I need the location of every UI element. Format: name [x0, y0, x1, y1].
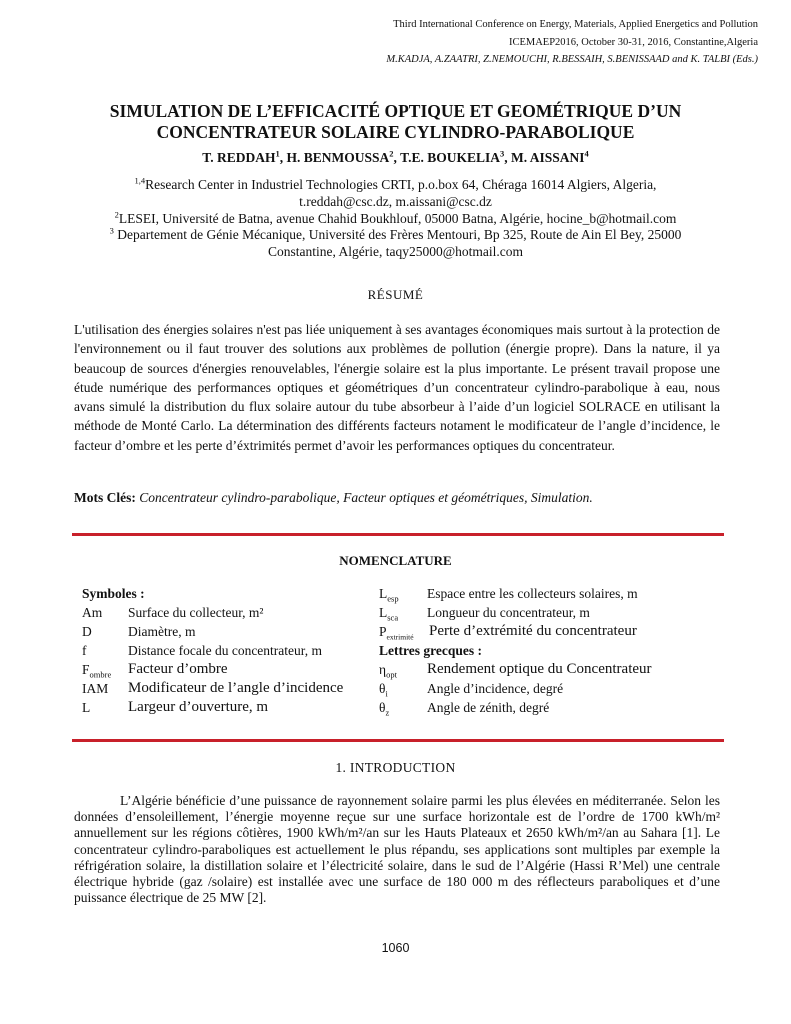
affiliation-text: Constantine, Algérie, taqy25000@hotmail.com [267, 244, 524, 259]
symbol: f [82, 643, 87, 658]
keywords [74, 490, 720, 506]
symbol: η [379, 662, 387, 677]
abstract-text: L'utilisation des énergies solaires n'est pas liée uniquement à ses avantages économiques mais surtout à la protection de l'environnement ou il faut trouver des solutions aux problèmes de pollution (énergie propre). Dans la nature, il ya beaucoup de sources d'énergies renouvelables, l'énergie solaire est la plus importante. Le présent travail propose une étude numérique des performances optiques et géométriques d’un concentrateur cylindro-parabolique à eau, nous avans simulé la distribution du flux solaire autour du tube absorbeur à l’aide d’un logiciel SOLRACE en utilisant la méthode de Monté Carlo. La détermination des différents facteurs notament le modificateur de l’angle d’incidence, le facteur d’ombre et les perte d’éxtrimités permet d’avoir les performances optiques du concentrateur. [74, 322, 720, 453]
conference-dates: ICEMAEP2016, October 30-31, 2016, Constantine,Algeria [508, 37, 758, 48]
affiliation-emails: t.reddah@csc.dz, m.aissani@csc.dz [299, 194, 492, 209]
nomenclature-heading: NOMENCLATURE [339, 553, 452, 568]
symbol: L [379, 605, 388, 620]
affiliation-text: Research Center in Industriel Technologies CRTI, p.o.box 64, Chéraga 16014 Algiers, Algeria, [145, 177, 657, 192]
symbol-desc: Facteur d’ombre [128, 661, 228, 677]
abstract-heading: RÉSUMÉ [367, 287, 424, 302]
nomenclature-row [82, 641, 382, 660]
symbol: L [82, 700, 91, 715]
symbol-sub: i [385, 688, 388, 699]
keywords-label: Mots Clés: [74, 490, 136, 505]
symbol: D [82, 624, 92, 639]
symbol-desc: Diamètre, m [128, 624, 196, 639]
author-sup: 3 [499, 148, 505, 159]
author: H. BENMOUSSA [286, 150, 390, 165]
section-divider [72, 533, 724, 536]
nomenclature-row [82, 679, 382, 698]
affiliation-sup: 3 [109, 225, 114, 236]
nomenclature-right [379, 584, 719, 717]
nomenclature-row [82, 660, 382, 679]
affiliation-text: LESEI, Université de Batna, avenue Chahid Boukhlouf, 05000 Batna, Algérie, hocine_b@hotmail.com [118, 211, 677, 226]
nomenclature-row [379, 622, 719, 641]
symbol-desc: Perte d’extrémité du concentrateur [429, 623, 637, 639]
symbol-desc: Angle de zénith, degré [427, 700, 550, 715]
author-sup: 1 [275, 148, 280, 159]
section-divider [72, 739, 724, 742]
symbol-desc: Surface du collecteur, m² [128, 605, 264, 620]
symbol-sub: opt [386, 669, 397, 680]
affiliation-3 [60, 226, 731, 260]
author: M. AISSANI [510, 150, 585, 165]
symbol: Am [82, 605, 103, 620]
affiliation-sup: 1,4 [134, 175, 146, 186]
author-sup: 2 [389, 148, 394, 159]
nomenclature-row [82, 698, 382, 717]
page-number: 1060 [381, 941, 410, 955]
nomenclature-row [82, 622, 382, 641]
affiliation-1 [60, 176, 731, 210]
conference-header [386, 17, 758, 68]
symbol: P [379, 624, 387, 639]
paper-title-line1: SIMULATION DE L’EFFICACITÉ OPTIQUE ET GEOMÉTRIQUE D’UN [109, 101, 682, 121]
author-list: T. REDDAH$^1$, H. BENMOUSSA$^2$, T.E. BOUKELIA$^3$, M. AISSANI$^4$ [202, 148, 589, 165]
conference-name: Third International Conference on Energy, Materials, Applied Energetics and Pollution [393, 19, 758, 30]
nomenclature-row [379, 603, 719, 622]
author-sup: 4 [584, 148, 589, 159]
symbol-desc: Espace entre les collecteurs solaires, m [427, 586, 638, 601]
symbol: θ [379, 681, 386, 696]
nomenclature-row [379, 698, 719, 717]
symbol-desc: Rendement optique du Concentrateur [427, 661, 652, 677]
symbol-sub: esp [387, 593, 399, 604]
symbol-sub: z [385, 707, 390, 718]
conference-editors: M.KADJA, A.ZAATRI, Z.NEMOUCHI, R.BESSAIH, S.BENISSAAD and K. TALBI (Eds.) [386, 54, 758, 65]
affiliation-sup: 2 [114, 209, 119, 220]
symbol: IAM [82, 681, 109, 696]
keywords-text: Concentrateur cylindro-parabolique, Facteur optiques et géométriques, Simulation. [139, 490, 593, 505]
symbol: θ [379, 700, 386, 715]
affiliation-2 [60, 210, 731, 227]
nomenclature-row [379, 584, 719, 603]
nomenclature-subheading: Lettres grecques : [379, 643, 482, 658]
affiliation-text: Departement de Génie Mécanique, Université des Frères Mentouri, Bp 325, Route de Ain El Bey, 25000 [113, 227, 682, 242]
symbol-desc: Largeur d’ouverture, m [128, 699, 269, 715]
symbol-sub: extrimité [386, 632, 414, 642]
nomenclature-row [82, 603, 382, 622]
nomenclature-row [379, 660, 719, 679]
symbol-sub: ombre [89, 669, 112, 680]
introduction-heading: 1. INTRODUCTION [335, 760, 456, 775]
symbol: L [379, 586, 388, 601]
nomenclature-left [82, 584, 382, 717]
symbol-desc: Longueur du concentrateur, m [427, 605, 590, 620]
paper-title-line2: CONCENTRATEUR SOLAIRE CYLINDRO-PARABOLIQUE [156, 122, 635, 142]
paper-title [60, 101, 731, 143]
symbol-desc: Modificateur de l’angle d’incidence [128, 680, 344, 696]
introduction-paragraph: L’Algérie bénéficie d’une puissance de rayonnement solaire parmi les plus élevées en méditerranée. Selon les données d’ensoleillement, l’énergie moyenne reçue sur une surface horizontale est de l’ordre de 1700 kWh/m² annuellement sur les régions côtières, 1900 kWh/m²/an sur les Hauts Plateaux et 2650 kWh/m²/an au Sahara [1]. Le concentrateur cylindro-paraboliques est actuellement le plus répandu, ses applications sont multiples par exemple la réfrigération solaire, la distillation solaire et l’électricité solaire, dans le sud de l’Algérie (Hassi R’Mel) une centrale électrique hybride (gaz /solaire) est installée avec une surface de 180 000 m des réflecteurs paraboliques et d’une puissance électrique de 25 MW [2]. [74, 793, 720, 906]
introduction-body [74, 793, 720, 906]
symbol-desc: Angle d’incidence, degré [427, 681, 564, 696]
nomenclature-row [379, 679, 719, 698]
nomenclature-subheading: Symboles : [82, 586, 145, 601]
symbol-desc: Distance focale du concentrateur, m [128, 643, 322, 658]
symbol-sub: sca [387, 612, 399, 623]
author: T. REDDAH [202, 150, 276, 165]
symbol: F [82, 662, 90, 677]
author: T.E. BOUKELIA [400, 150, 500, 165]
